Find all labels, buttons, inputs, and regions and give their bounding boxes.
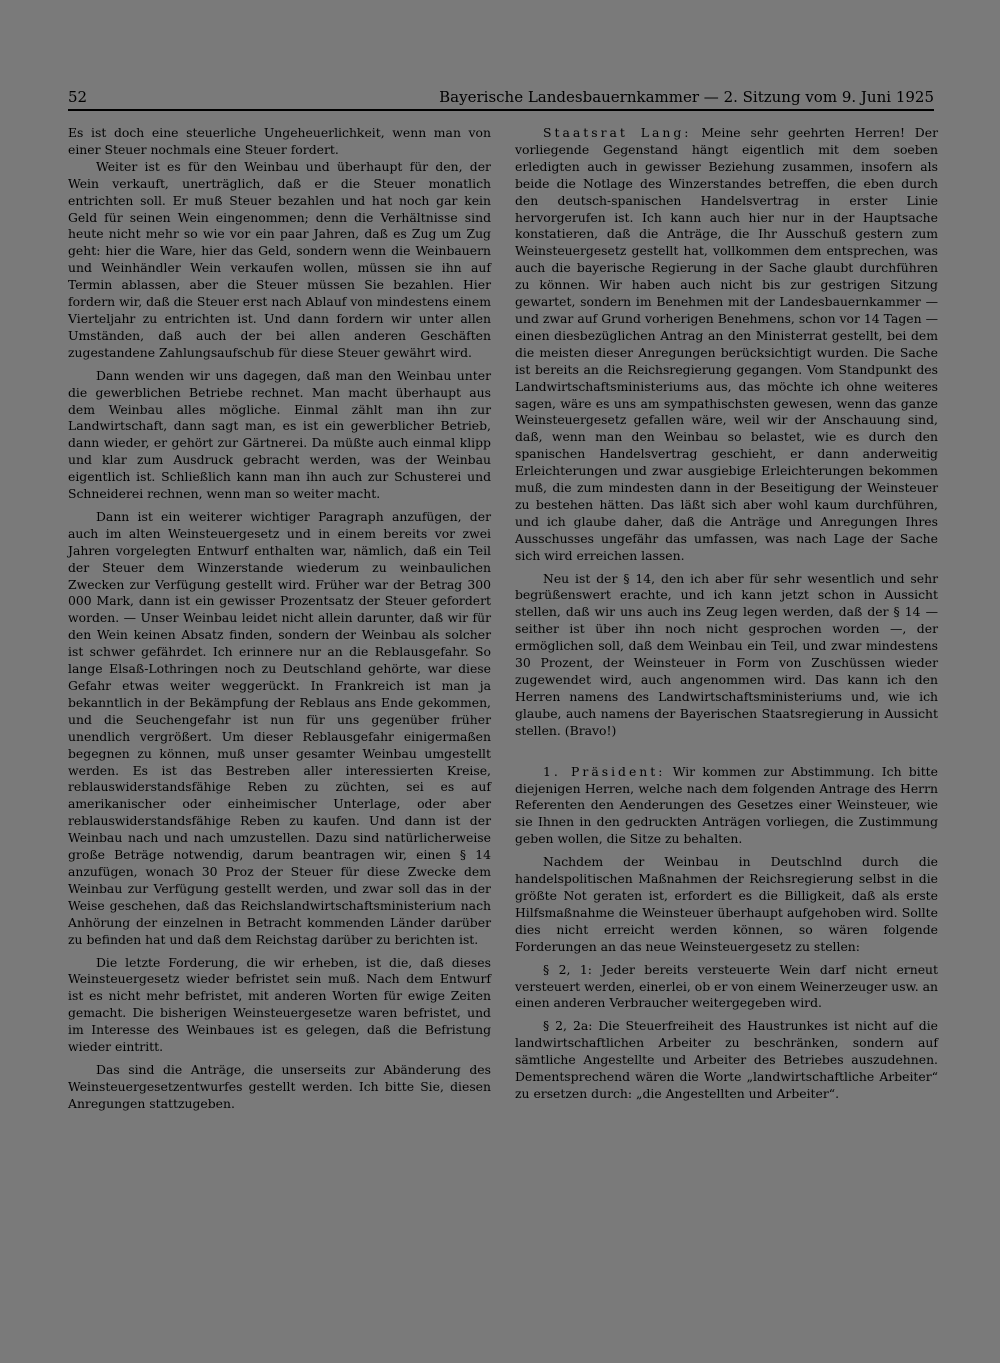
paragraph: Dann wenden wir uns dagegen, daß man den Weinbau unter die gewerblichen Betriebe rechnet. Man macht überhaupt aus dem Weinbau alles mögliche. Einmal zählt man ihn zur Landwirtschaft, dann sagt man, es ist ein gewerblicher Betrieb, dann wieder, er gehört zur Gärtnerei. Da müßte auch einmal klipp und klar zum Ausdruck gebracht werden, was der Weinbau eigentlich ist. Schließlich kann man ihn auch zur Schusterei und Schneiderei rechnen, wenn man so weiter macht. [68, 367, 491, 502]
page-number: 52 [68, 88, 88, 106]
paragraph: Nachdem der Weinbau in Deutschlnd durch die handelspolitischen Maßnahmen der Reichsregierung selbst in die größte Not geraten ist, erfordert es die Billigkeit, daß als erste Hilfsmaßnahme die Weinsteuer überhaupt aufgehoben wird. Sollte dies nicht erreicht werden können, so wären folgende Forderungen an das neue Weinsteuergesetz zu stellen: [515, 854, 938, 954]
paragraph: Das sind die Anträge, die unserseits zur Abänderung des Weinsteuergesetzentwurfes gestellt werden. Ich bitte Sie, diesen Anregungen stattzugeben. [68, 1061, 491, 1111]
speaker-name: Staatsrat Lang: [543, 125, 692, 140]
right-column [515, 125, 938, 1103]
speech-text: Meine sehr geehrten Herren! Der vorliegende Gegenstand hängt eigentlich mit dem soeben erledigten auch in gewisser Beziehung zusammen, insofern als beide die Notlage des Winzerstandes betreffen, die eben durch den deutsch-spanischen Handelsvertrag in erster Linie hervorgerufen ist. Ich kann auch hier nur in der Hauptsache konstatieren, daß die Anträge, die Ihr Ausschuß gestern zum Weinsteuergesetz gestellt hat, vollkommen dem entsprechen, was auch die bayerische Regierung in der Sache glaubt durchführen zu können. Wir haben auch nicht bis zur gestrigen Sitzung gewartet, sondern im Benehmen mit der Landesbauernkammer — und zwar auf Grund vorherigen Benehmens, schon vor 14 Tagen — einen diesbezüglichen Antrag an den Ministerrat gestellt, bei dem die meisten dieser Anregungen berücksichtigt wurden. Die Sache ist bereits an die Reichsregierung gegangen. Vom Standpunkt des Landwirtschaftsministeriums aus, das möchte ich ohne weiteres sagen, wäre es uns am sympathischsten gewesen, wenn das ganze Weinsteuergesetz gefallen wäre, weil wir der Anschauung sind, daß, wenn man den Weinbau so belastet, wie es durch den spanischen Handelsvertrag geschieht, er dann anderweitig Erleichterungen und zwar ausgiebige Erleichterungen bekommen muß, die zum mindesten dann in der Beseitigung der Weinsteuer zu bestehen hätten. Das läßt sich aber wohl kaum durchführen, und ich glaube daher, daß die Anträge und Anregungen Ihres Ausschusses ungefähr das umfassen, was nach Lage der Sache sich wird erreichen lassen. [515, 125, 938, 563]
paragraph: Dann ist ein weiterer wichtiger Paragraph anzufügen, der auch im alten Weinsteuergesetz und in einem bereits vor zwei Jahren vorgelegten Entwurf enthalten war, nämlich, daß ein Teil der Steuer dem Winzerstande wiederum zu weinbaulichen Zwecken zur Verfügung gestellt wird. Früher war der Betrag 300 000 Mark, dann ist ein gewisser Prozentsatz der Steuer gefordert worden. — Unser Weinbau leidet nicht allein darunter, daß wir für den Wein keinen Absatz finden, sondern der Weinbau als solcher ist schwer gefährdet. Ich erinnere nur an die Reblausgefahr. So lange Elsaß-Lothringen noch zu Deutschland gehörte, war diese Gefahr etwas weiter weggerückt. In Frankreich ist man ja bekanntlich in der Bekämpfung der Reblaus ans Ende gekommen, und die Seuchengefahr ist nun für uns gegenüber früher unendlich vergrößert. Um dieser Reblausgefahr einigermaßen begegnen zu können, muß unser gesamter Weinbau umgestellt werden. Es ist das Bestreben aller interessierten Kreise, reblauswiderstandsfähige Reben zu züchten, sei es auf amerikanischer oder einheimischer Unterlage, oder aber reblauswiderstandsfähige Reben zu kaufen. Und dann ist der Weinbau nach und nach umzustellen. Dazu sind natürlicherweise große Beträge notwendig, darum beantragen wir, einen § 14 anzufügen, wonach 30 Proz der Steuer für diese Zwecke dem Weinbau zur Verfügung gestellt werden, und zwar soll das in der Weise geschehen, daß das Reichslandwirtschaftsministerium nach Anhörung der einzelnen in Betracht kommenden Länder darüber zu befinden hat und daß dem Reichstag darüber zu berichten ist. [68, 508, 491, 947]
left-column [68, 125, 491, 1113]
paragraph: Die letzte Forderung, die wir erheben, ist die, daß dieses Weinsteuergesetz wieder befristet sein muß. Nach dem Entwurf ist es nicht mehr befristet, mit anderen Worten für ewige Zeiten gemacht. Die bisherigen Weinsteuergesetze waren befristet, und im Interesse des Weinbaues ist es gelegen, daß die Befristung wieder eintritt. [68, 954, 491, 1055]
running-title: Bayerische Landesbauernkammer — 2. Sitzung vom 9. Juni 1925 [439, 88, 934, 106]
paragraph: § 2, 1: Jeder bereits versteuerte Wein darf nicht erneut versteuert werden, einerlei, ob er von einem Weinerzeuger usw. an einen anderen Verbraucher weitergegeben wird. [515, 961, 938, 1011]
paragraph [515, 125, 938, 565]
speaker-name: 1. Präsident: [543, 763, 666, 779]
paragraph: Weiter ist es für den Weinbau und überhaupt für den, der Wein verkauft, unerträglich, daß er die Steuer monatlich entrichten soll. Er muß Steuer bezahlen und hat noch gar kein Geld für seinen Wein eingenommen; denn die Verhältnisse sind heute nicht mehr so wie vor ein paar Jahren, daß es Zug um Zug geht: hier die Ware, hier das Geld, sondern wenn die Weinbauern und Weinhändler Wein verkaufen wollen, müssen sie ihn auf Termin ablassen, aber die Steuer müssen Sie bezahlen. Hier fordern wir, daß die Steuer erst nach Ablauf von mindestens einem Vierteljahr zu entrichten ist. Und dann fordern wir unter allen Umständen, daß auch der bei allen anderen Geschäften zugestandene Zahlungsaufschub für diese Steuer gewährt wird. [68, 158, 491, 360]
speech-text: Wir kommen zur Abstimmung. Ich bitte diejenigen Herren, welche nach dem folgenden Antrage des Herrn Referenten den Aenderungen des Gesetzes einer Weinsteuer, wie sie Ihnen in den gedruckten Anträgen vorliegen, die Zustimmung geben wollen, die Sitze zu behalten. [515, 763, 938, 847]
page-header [68, 87, 934, 111]
paragraph: § 2, 2a: Die Steuerfreiheit des Haustrunkes ist nicht auf die landwirtschaftlichen Arbeiter zu beschränken, sondern auf sämtliche Angestellte und Arbeiter des Betriebes auszudehnen. Dementsprechend wären die Worte „landwirtschaftliche Arbeiter“ zu ersetzen durch: „die Angestellten und Arbeiter“. [515, 1018, 938, 1101]
paragraph: Es ist doch eine steuerliche Ungeheuerlichkeit, wenn man von einer Steuer nochmals eine Steuer fordert. [68, 125, 491, 157]
paragraph [515, 764, 938, 849]
paragraph: Neu ist der § 14, den ich aber für sehr wesentlich und sehr begrüßenswert erachte, und ich kann jetzt schon in Aussicht stellen, daß wir uns auch ins Zeug legen werden, daß der § 14 — seither ist über ihn noch nicht gesprochen worden —, der ermöglichen soll, daß dem Weinbau ein Teil, und zwar mindestens 30 Prozent, der Weinsteuer in Form von Zuschüssen wieder zugewendet wird, auch angenommen wird. Das kann ich den Herren namens des Landwirtschaftsministeriums und, wie ich glaube, auch namens der Bayerischen Staatsregierung in Aussicht stellen. (Bravo!) [515, 570, 938, 738]
